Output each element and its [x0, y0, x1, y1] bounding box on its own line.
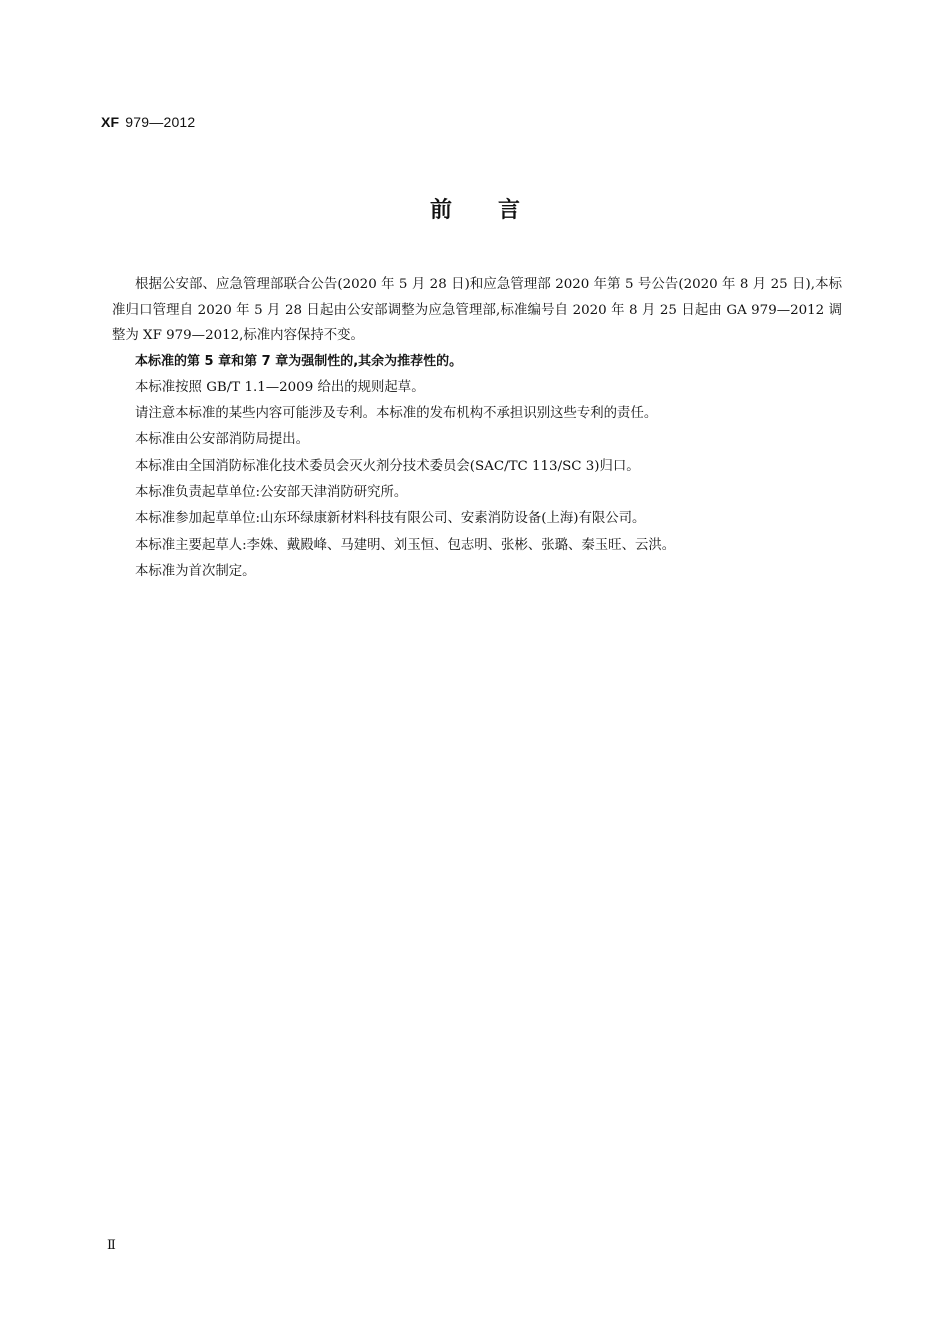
paragraph-main-drafters: 本标准主要起草人:李姝、戴殿峰、马建明、刘玉恒、包志明、张彬、张璐、秦玉旺、云洪。: [135, 537, 676, 553]
page-title: 前言: [429, 198, 566, 223]
paragraph-committee: 本标准由全国消防标准化技术委员会灭火剂分技术委员会(SAC/TC 113/SC 3)归口。: [135, 458, 640, 474]
paragraph-drafting-rules: 本标准按照 GB/T 1.1—2009 给出的规则起草。: [135, 379, 425, 395]
standard-prefix: XF: [101, 114, 120, 130]
paragraph-patent-notice: 请注意本标准的某些内容可能涉及专利。本标准的发布机构不承担识别这些专利的责任。: [135, 406, 658, 422]
standard-number: 979—2012: [125, 114, 196, 130]
foreword-body: [112, 272, 842, 585]
paragraph-participating-units: 本标准参加起草单位:山东环绿康新材料科技有限公司、安素消防设备(上海)有限公司。: [135, 511, 646, 527]
page-number: Ⅱ: [107, 1238, 116, 1253]
paragraph-first-edition: 本标准为首次制定。: [135, 563, 256, 579]
standard-code: [101, 114, 195, 130]
paragraph-adjustment-notice: 根据公安部、应急管理部联合公告(2020 年 5 月 28 日)和应急管理部 2020 年第 5 号公告(2020 年 8 月 25 日),本标准归口管理自 2020 年 5 月 28 日起由公安部调整为应急管理部,标准编号自 2020 年 8 月 25 日起由 GA 979—2012 调整为 XF 979—2012,标准内容保持不变。: [112, 277, 842, 343]
paragraph-responsible-unit: 本标准负责起草单位:公安部天津消防研究所。: [135, 484, 408, 500]
paragraph-mandatory-clauses: 本标准的第 5 章和第 7 章为强制性的,其余为推荐性的。: [135, 353, 463, 369]
paragraph-proposer: 本标准由公安部消防局提出。: [135, 432, 310, 448]
